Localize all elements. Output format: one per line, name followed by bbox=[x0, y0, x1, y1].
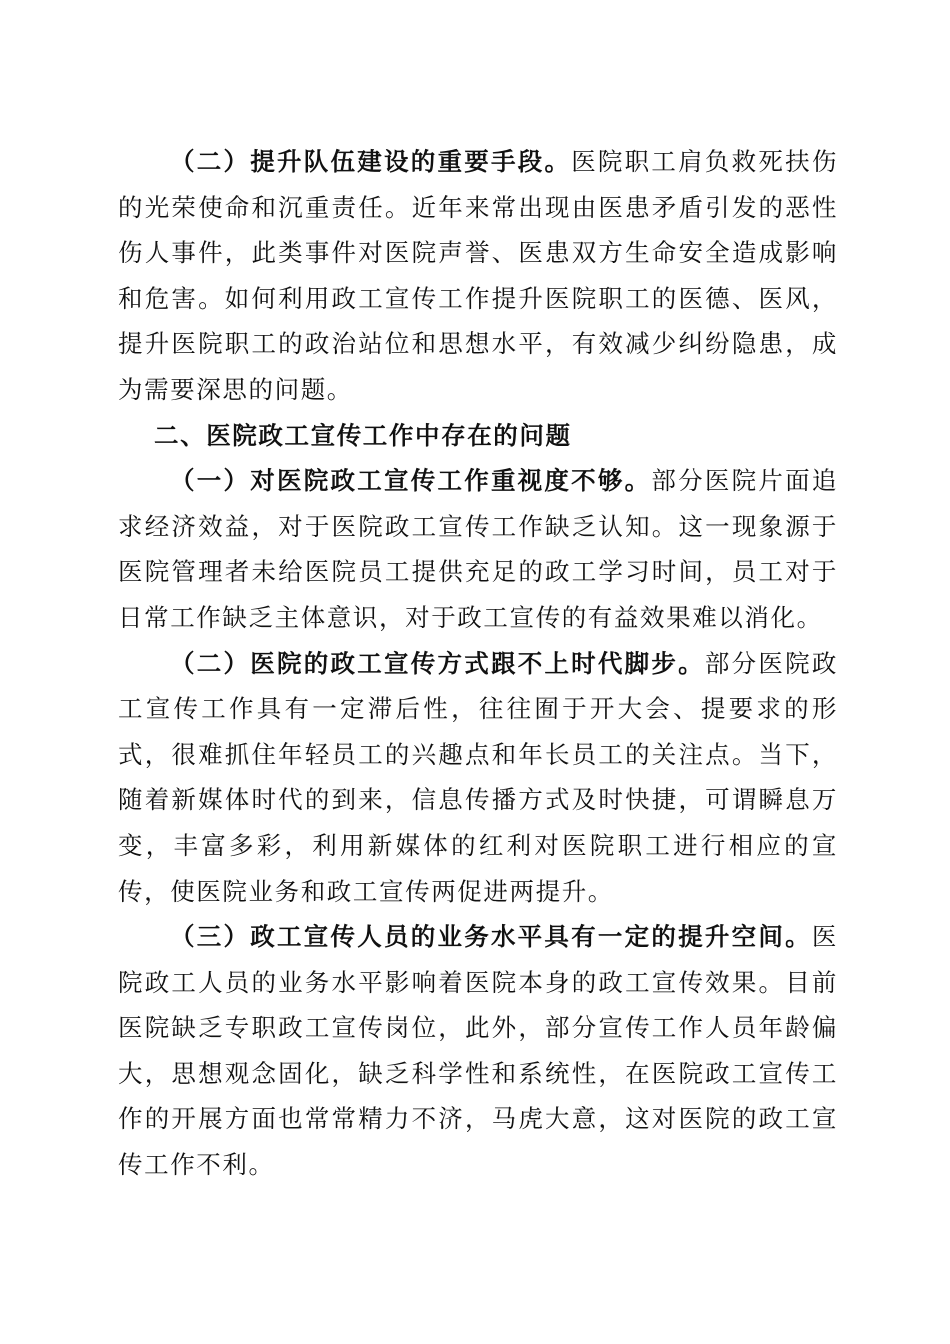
paragraph-staff-competence bbox=[118, 914, 838, 1188]
paragraph-insufficient-attention bbox=[118, 458, 838, 640]
paragraph-text: 部分医院片面追求经济效益，对于医院政工宣传工作缺乏认知。这一现象源于医院管理者未给医院员工提供充足的政工学习时间，员工对于日常工作缺乏主体意识，对于政工宣传的有益效果难以消化。 bbox=[118, 466, 838, 632]
paragraph-outdated-methods bbox=[118, 641, 838, 915]
paragraph-lead: （一）对医院政工宣传工作重视度不够。 bbox=[170, 466, 652, 496]
paragraph-text: 医院职工肩负救死扶伤的光荣使命和沉重责任。近年来常出现由医患矛盾引发的恶性伤人事件，此类事件对医院声誉、医患双方生命安全造成影响和危害。如何利用政工宣传工作提升医院职工的医德、医风，提升医院职工的政治站位和思想水平，有效减少纠纷隐患，成为需要深思的问题。 bbox=[118, 147, 838, 404]
paragraph-text: 医院政工人员的业务水平影响着医院本身的政工宣传效果。目前医院缺乏专职政工宣传岗位，此外，部分宣传工作人员年龄偏大，思想观念固化，缺乏科学性和系统性，在医院政工宣传工作的开展方面也常常精力不济，马虎大意，这对医院的政工宣传工作不利。 bbox=[118, 922, 838, 1180]
paragraph-text: 部分医院政工宣传工作具有一定滞后性，往往囿于开大会、提要求的形式，很难抓住年轻员工的兴趣点和年长员工的关注点。当下，随着新媒体时代的到来，信息传播方式及时快捷，可谓瞬息万变，丰富多彩，利用新媒体的红利对医院职工进行相应的宣传，使医院业务和政工宣传两促进两提升。 bbox=[118, 648, 839, 906]
paragraph-lead: （二）医院的政工宣传方式跟不上时代脚步。 bbox=[170, 648, 705, 678]
paragraph-lead: （三）政工宣传人员的业务水平具有一定的提升空间。 bbox=[170, 922, 812, 952]
paragraph-team-building bbox=[118, 139, 838, 413]
paragraph-lead: （二）提升队伍建设的重要手段。 bbox=[170, 147, 572, 176]
section-heading: 二、医院政工宣传工作中存在的问题 bbox=[154, 420, 572, 450]
document-body bbox=[118, 139, 838, 1188]
